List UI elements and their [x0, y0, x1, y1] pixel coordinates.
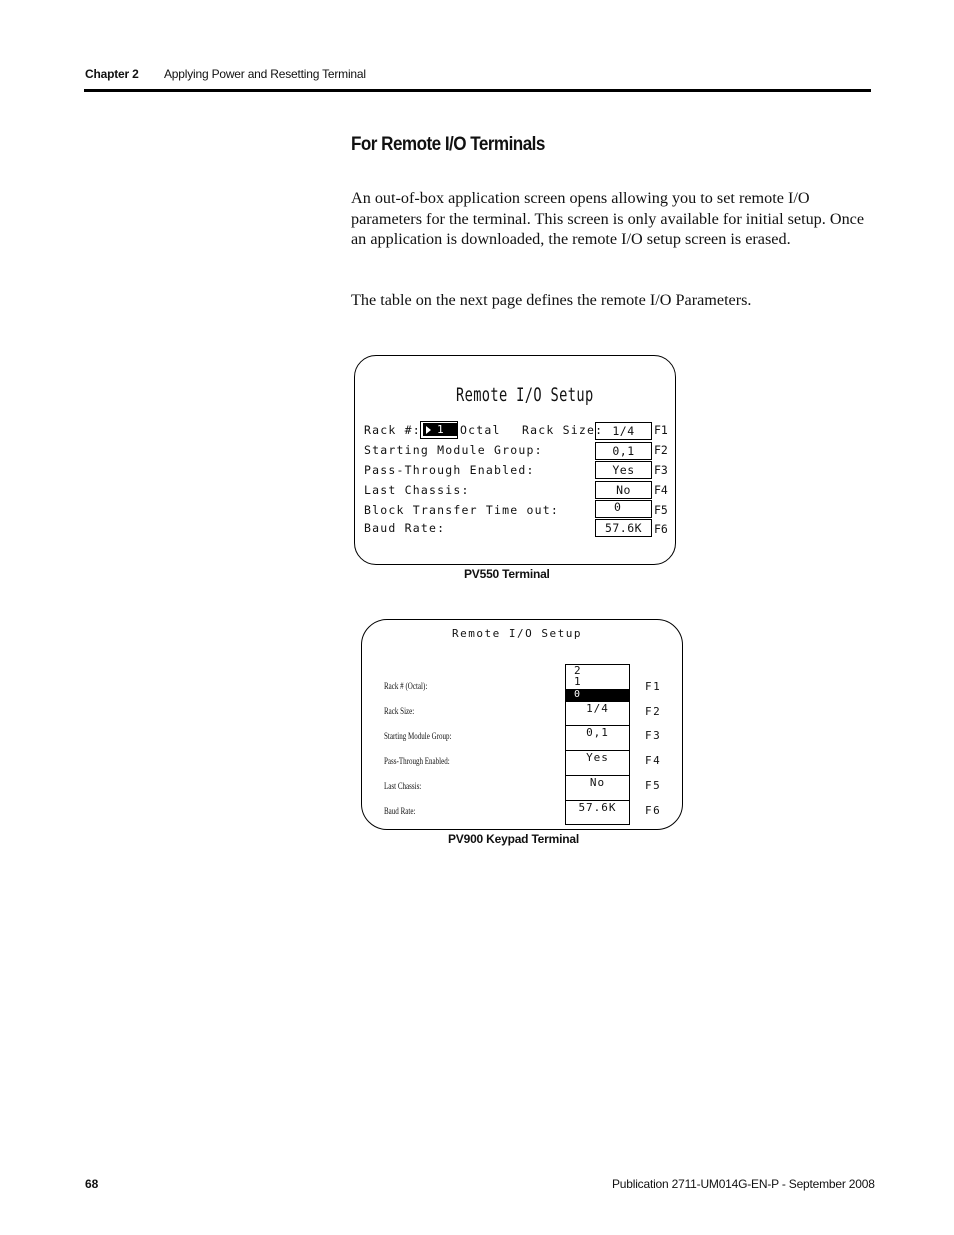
pv550-function-key[interactable]: F6 [654, 522, 668, 536]
table-reference-paragraph: The table on the next page defines the remote I/O Parameters. [351, 291, 752, 309]
pv550-function-key[interactable]: F3 [654, 463, 668, 477]
pv550-row-value[interactable]: 1/4 [595, 422, 652, 440]
pv900-function-key[interactable]: F4 [645, 754, 662, 767]
pv550-row-value[interactable]: 57.6K [595, 519, 652, 537]
pv550-row-label: Block Transfer Time out: [364, 503, 559, 517]
pv900-function-key[interactable]: F3 [645, 729, 662, 742]
pv550-row-label: Baud Rate: [364, 521, 446, 535]
pv900-value-cell[interactable]: 57.6K [578, 801, 617, 814]
pv900-value-cell[interactable]: 0,1 [566, 726, 629, 751]
pv900-row-label: Rack # (Octal): [384, 681, 428, 691]
pv900-value-cell[interactable]: Yes [566, 751, 629, 776]
pv550-row-value[interactable]: Yes [595, 461, 652, 479]
pv900-row-label: Rack Size: [384, 706, 415, 716]
pv900-row-label: Starting Module Group: [384, 731, 452, 741]
pv900-value-cell[interactable]: 1/4 [566, 701, 629, 726]
pv900-value-column [565, 664, 630, 825]
pv550-row-label: Starting Module Group: [364, 443, 543, 457]
pv550-row-label: Rack Size: [522, 423, 604, 437]
pv900-rack-option[interactable]: 1 [574, 675, 581, 688]
pv900-row-label: Pass-Through Enabled: [384, 756, 450, 766]
pv900-row-label: Baud Rate: [384, 806, 416, 816]
pv900-rack-option[interactable]: 2 [574, 664, 581, 677]
pv900-value-cell[interactable]: No [566, 776, 629, 801]
pv550-row-label: Pass-Through Enabled: [364, 463, 535, 477]
chapter-title: Applying Power and Resetting Terminal [164, 67, 366, 81]
pv900-caption: PV900 Keypad Terminal [448, 832, 579, 846]
pv550-caption: PV550 Terminal [464, 567, 550, 581]
pv550-row-value[interactable]: 0 [595, 500, 652, 518]
pv550-rack-label: Rack #: [364, 423, 421, 437]
section-heading: For Remote I/O Terminals [351, 134, 545, 155]
pv900-screen-frame [361, 619, 683, 830]
cursor-arrow-icon [426, 426, 431, 434]
pv900-function-key[interactable]: F6 [645, 804, 662, 817]
pv550-row-label: Last Chassis: [364, 483, 470, 497]
publication-info: Publication 2711-UM014G-EN-P - September 2008 [612, 1177, 875, 1191]
pv550-rack-unit: Octal [460, 423, 501, 437]
pv550-row-value[interactable]: No [595, 481, 652, 499]
pv900-function-key[interactable]: F2 [645, 705, 662, 718]
pv550-rack-value: 1 [437, 423, 444, 436]
pv900-screen-title: Remote I/O Setup [452, 627, 582, 640]
pv900-row-label: Last Chassis: [384, 781, 422, 791]
pv900-function-key[interactable]: F5 [645, 779, 662, 792]
header-divider [84, 89, 871, 92]
pv550-screen-title: Remote I/O Setup [456, 384, 594, 406]
pv550-function-key[interactable]: F4 [654, 483, 668, 497]
pv550-function-key[interactable]: F5 [654, 503, 668, 517]
pv550-function-key[interactable]: F1 [654, 423, 668, 437]
pv900-function-key[interactable]: F1 [645, 680, 662, 693]
pv550-rack-selected[interactable] [423, 423, 458, 436]
pv900-rack-selected[interactable]: 0 [566, 689, 629, 701]
pv550-function-key[interactable]: F2 [654, 443, 668, 457]
page-number: 68 [85, 1177, 99, 1191]
chapter-label: Chapter 2 [85, 67, 139, 81]
intro-paragraph: An out-of-box application screen opens allowing you to set remote I/O parameters for the terminal. This screen is only available for initial setup. Once an application is downloaded, the remote I/O setup screen is erased. [351, 189, 865, 248]
pv550-row-value[interactable]: 0,1 [595, 442, 652, 460]
cursor-bar-icon [568, 689, 571, 701]
